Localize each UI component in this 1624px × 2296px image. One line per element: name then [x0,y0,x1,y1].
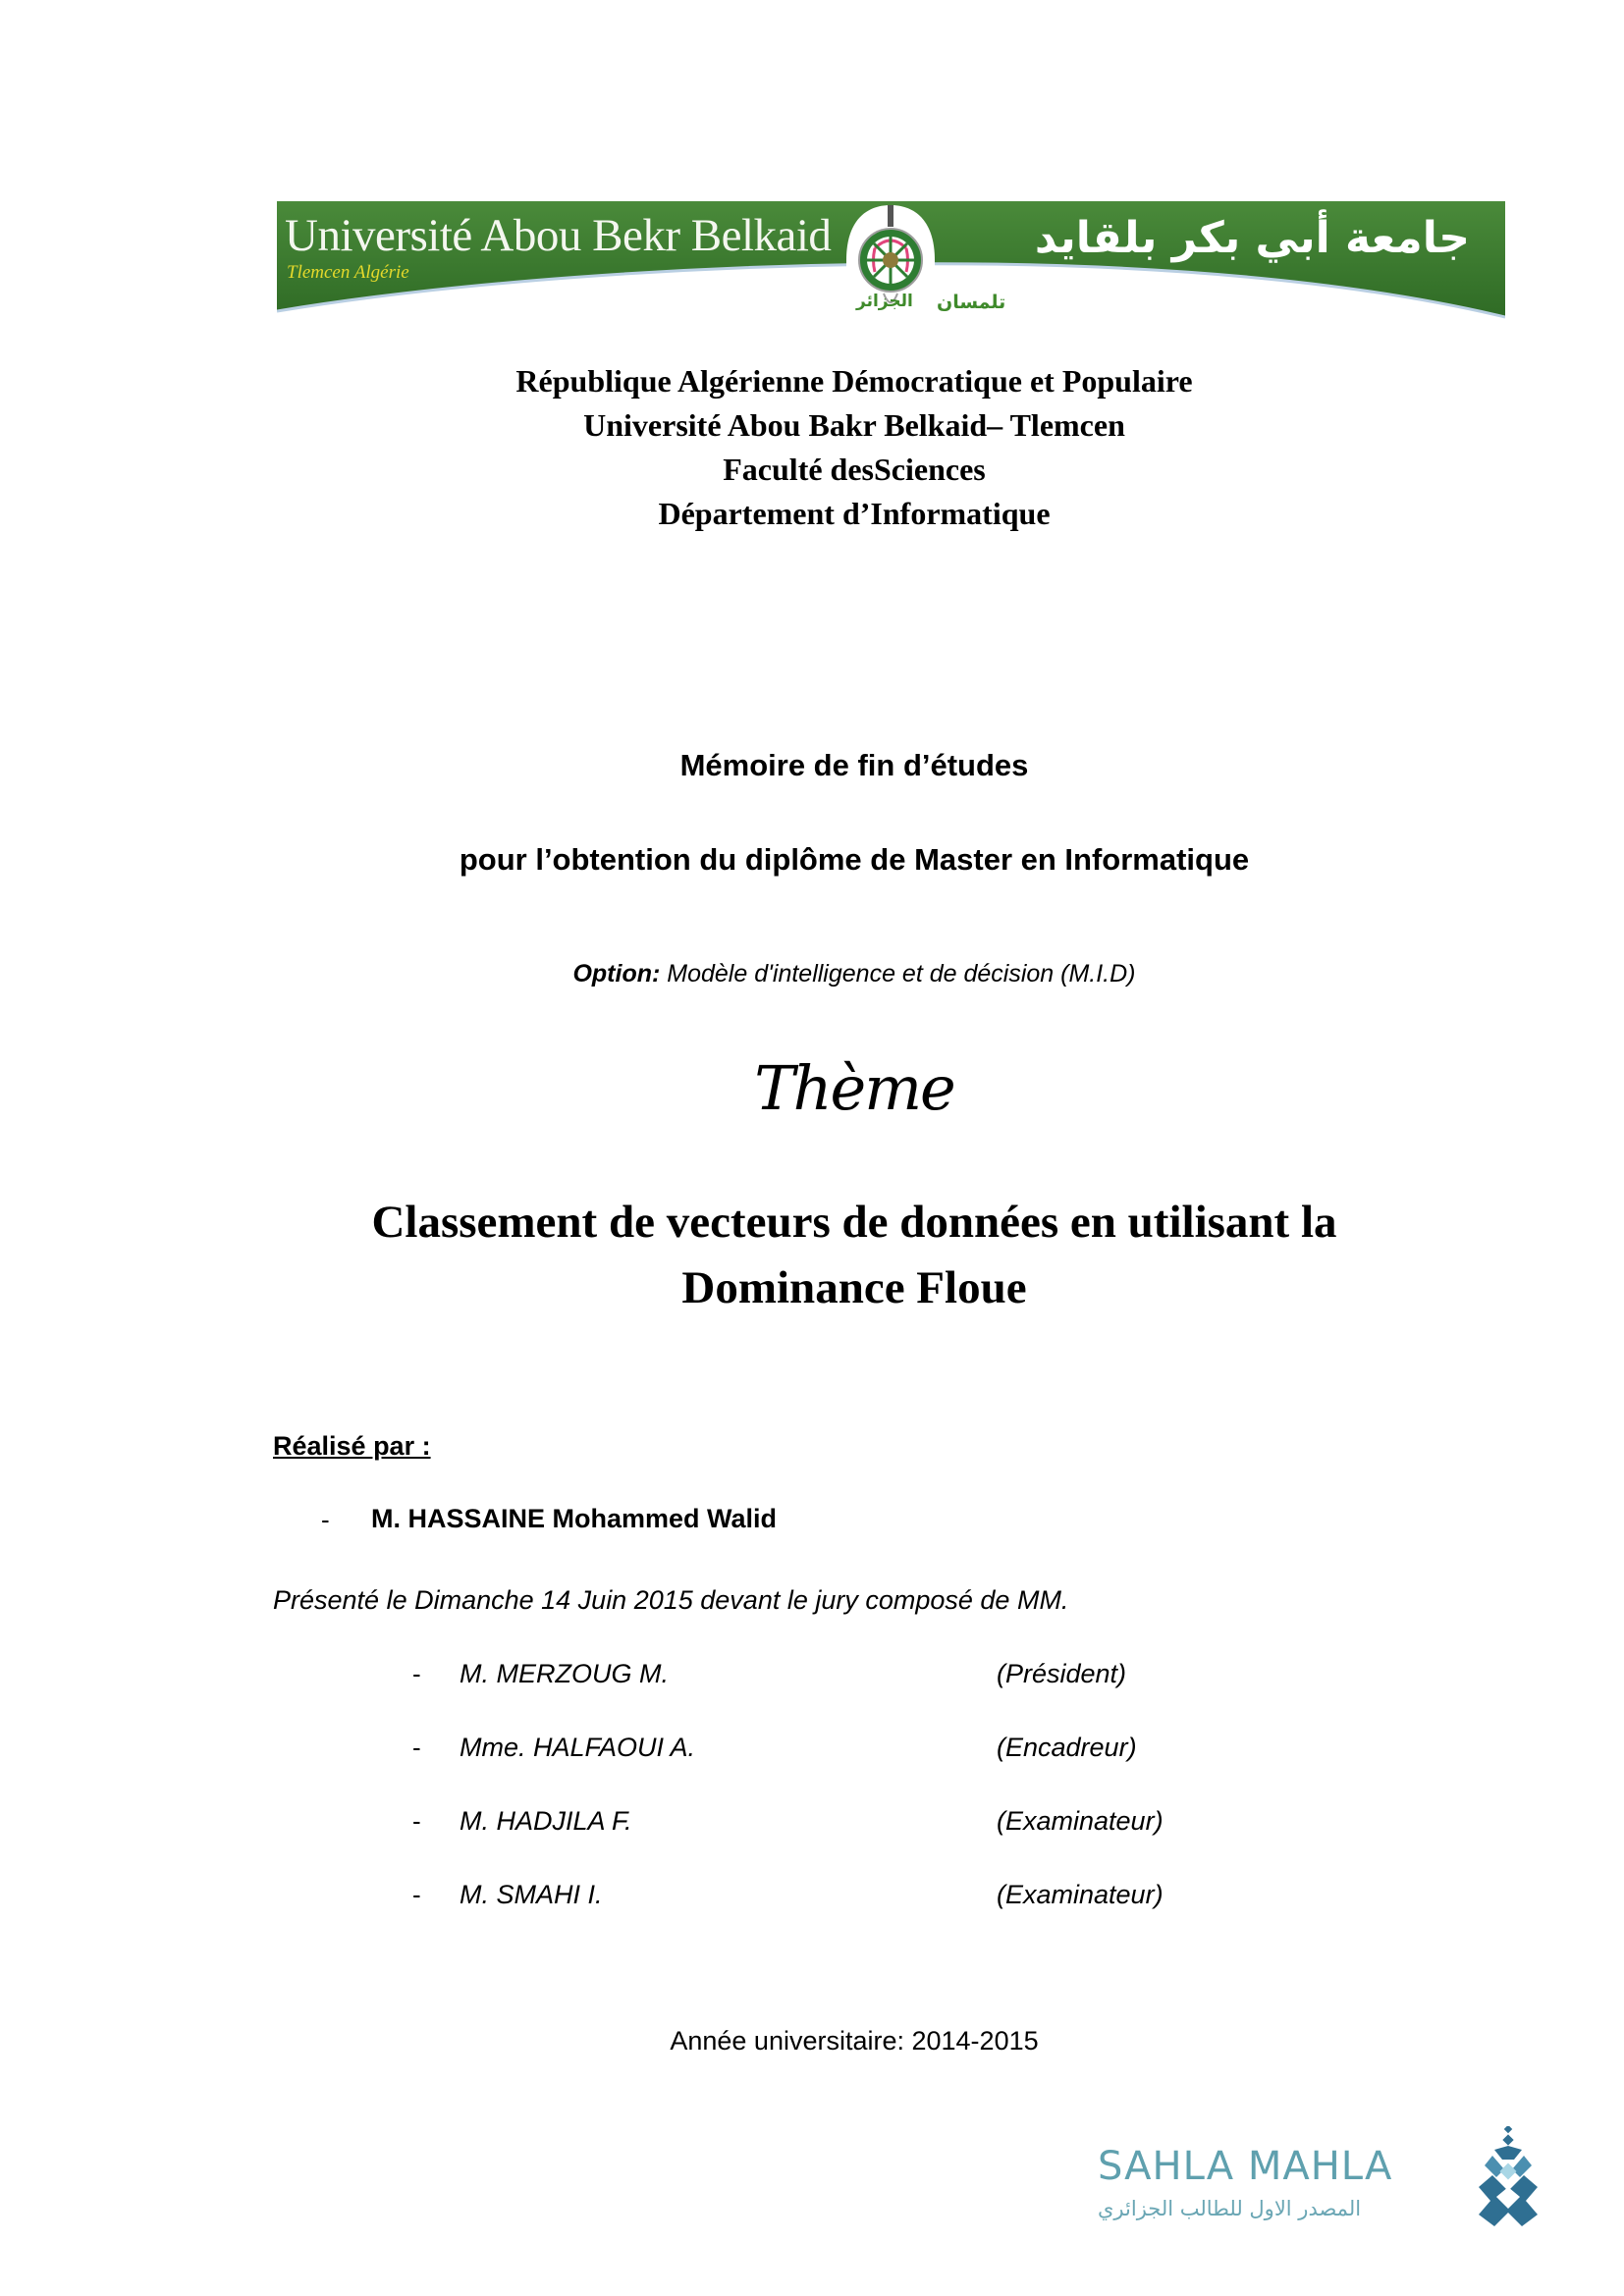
jury-name: M. HADJILA F. [460,1806,632,1836]
faculty-line: Faculté desSciences [723,452,986,487]
author-bullet: - [321,1505,330,1534]
sahla-mahla-logo-icon [1475,2126,1542,2228]
thesis-title-line-1: Classement de vecteurs de données en utilisant la [371,1197,1337,1248]
republic-line: République Algérienne Démocratique et Populaire [515,363,1193,399]
jury-role: (Examinateur) [997,1880,1164,1909]
jury-role: (Encadreur) [997,1733,1137,1762]
thesis-purpose: pour l’obtention du diplôme de Master en Informatique [459,842,1250,877]
author-name: M. HASSAINE Mohammed Walid [371,1504,778,1533]
academic-year: Année universitaire: 2014-2015 [670,2026,1039,2056]
jury-name: M. MERZOUG M. [460,1659,669,1688]
jury-row [412,1659,1296,1698]
banner-subtitle: Tlemcen Algérie [287,262,409,283]
jury-role: (Examinateur) [997,1806,1164,1836]
thesis-title-line-2: Dominance Floue [681,1262,1027,1313]
theme-label: Thème [754,1052,954,1124]
jury-name: M. SMAHI I. [460,1880,603,1909]
institution-header [0,359,1624,536]
jury-bullet: - [412,1659,421,1688]
thesis-title [0,1190,1624,1321]
jury-bullet: - [412,1880,421,1909]
watermark-title: SAHLA MAHLA [1098,2144,1393,2189]
thesis-type: Mémoire de fin d’études [679,748,1029,782]
option-label: Option: [572,960,661,988]
jury-row [412,1733,1296,1772]
presentation-text: Présenté le Dimanche 14 Juin 2015 devant le jury composé de MM. [273,1585,1069,1615]
option-value: Modèle d'intelligence et de décision (M.I.D) [660,960,1136,988]
jury-name: Mme. HALFAOUI A. [460,1733,696,1762]
jury-row [412,1806,1296,1845]
banner-title: Université Abou Bekr Belkaid [285,210,832,261]
banner-arabic-country: الجزائر [856,292,913,311]
banner-arabic-city: تلمسان [937,292,1006,313]
university-banner [277,201,1505,321]
jury-row [412,1880,1296,1919]
thesis-option [0,960,1624,988]
sahla-mahla-watermark [1092,2120,1543,2238]
watermark-arabic-tagline: المصدر الاول للطالب الجزائري [1098,2197,1362,2220]
university-line: Université Abou Bakr Belkaid– Tlemcen [583,407,1125,443]
realise-par-label: Réalisé par : [273,1431,431,1461]
department-line: Département d’Informatique [658,496,1051,531]
jury-bullet: - [412,1733,421,1762]
jury-role: (Président) [997,1659,1127,1688]
jury-bullet: - [412,1806,421,1836]
banner-arabic-name: جامعة أبي بكر بلقايد [1034,213,1470,263]
